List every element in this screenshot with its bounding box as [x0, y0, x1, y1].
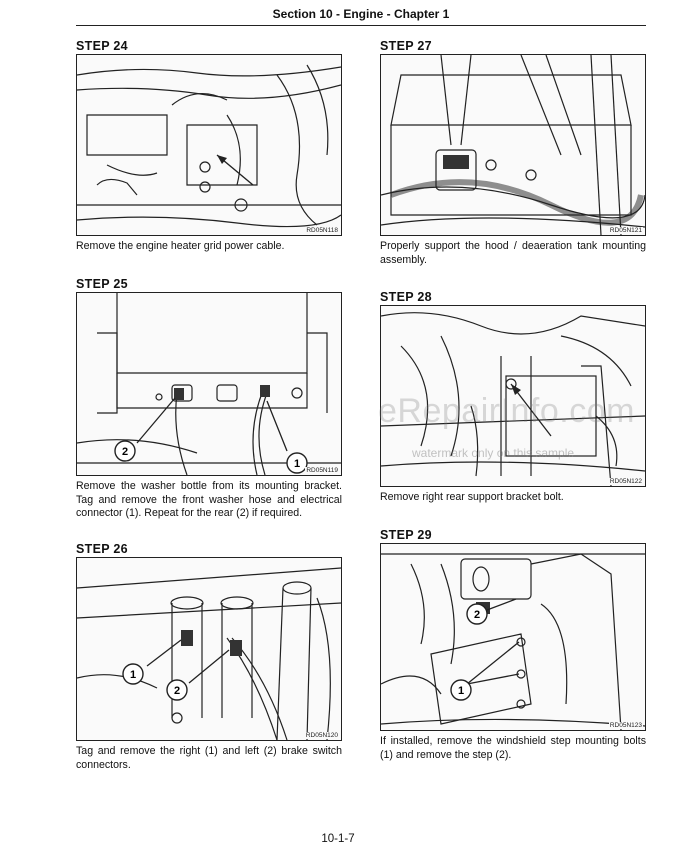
photo-code: RD05N121: [609, 227, 642, 234]
section-title: Section 10 - Engine - Chapter 1: [272, 7, 450, 21]
step-29: [380, 527, 646, 762]
step-title: STEP 28: [380, 290, 432, 304]
photo-code: RD05N120: [305, 732, 338, 739]
step-26: [76, 541, 342, 772]
step-caption: Remove the washer bottle from its mounting bracket. Tag and remove the front washer hose and electrical connector (1). Repeat for the rear (2) if required.: [76, 480, 342, 519]
windshield-step-illustration: [381, 544, 645, 730]
callout-2: 2: [121, 446, 129, 458]
step-title: STEP 27: [380, 39, 432, 53]
step-caption: Properly support the hood / deaeration tank mounting assembly.: [380, 240, 646, 266]
callout-1: 1: [293, 458, 301, 470]
step-caption: Remove right rear support bracket bolt.: [380, 491, 564, 503]
photo-code: RD05N122: [609, 478, 642, 485]
step-title: STEP 29: [380, 528, 432, 542]
step-25: [76, 276, 342, 521]
watermark-subtext: watermark only on this sample: [412, 446, 575, 460]
page-number: 10-1-7: [321, 833, 355, 845]
callout-1: 1: [129, 669, 137, 681]
hood-support-illustration: [381, 55, 645, 235]
step-title: STEP 26: [76, 542, 128, 556]
photo-code: RD05N123: [609, 722, 642, 729]
step-24-photo: [76, 54, 342, 236]
callout-2: 2: [473, 609, 481, 621]
washer-bottle-illustration: [77, 293, 341, 475]
watermark: eRepairInfo.com: [378, 392, 635, 430]
step-24: [76, 38, 342, 254]
step-27-photo: [380, 54, 646, 236]
callout-2: 2: [173, 685, 181, 697]
step-caption: Tag and remove the right (1) and left (2) brake switch connectors.: [76, 745, 342, 771]
callout-1: 1: [457, 685, 465, 697]
step-26-photo: [76, 557, 342, 741]
step-caption: Remove the engine heater grid power cable.: [76, 240, 285, 252]
step-27: [380, 38, 646, 267]
photo-code: RD05N119: [306, 467, 338, 474]
engine-heater-illustration: [77, 55, 341, 235]
brake-switch-illustration: [77, 558, 341, 740]
step-title: STEP 25: [76, 277, 128, 291]
photo-code: RD05N118: [306, 227, 338, 234]
header-rule: [76, 25, 646, 26]
step-25-photo: [76, 292, 342, 476]
step-caption: If installed, remove the windshield step mounting bolts (1) and remove the step (2).: [380, 735, 646, 761]
step-title: STEP 24: [76, 39, 128, 53]
page-header: [76, 6, 646, 26]
step-29-photo: [380, 543, 646, 731]
